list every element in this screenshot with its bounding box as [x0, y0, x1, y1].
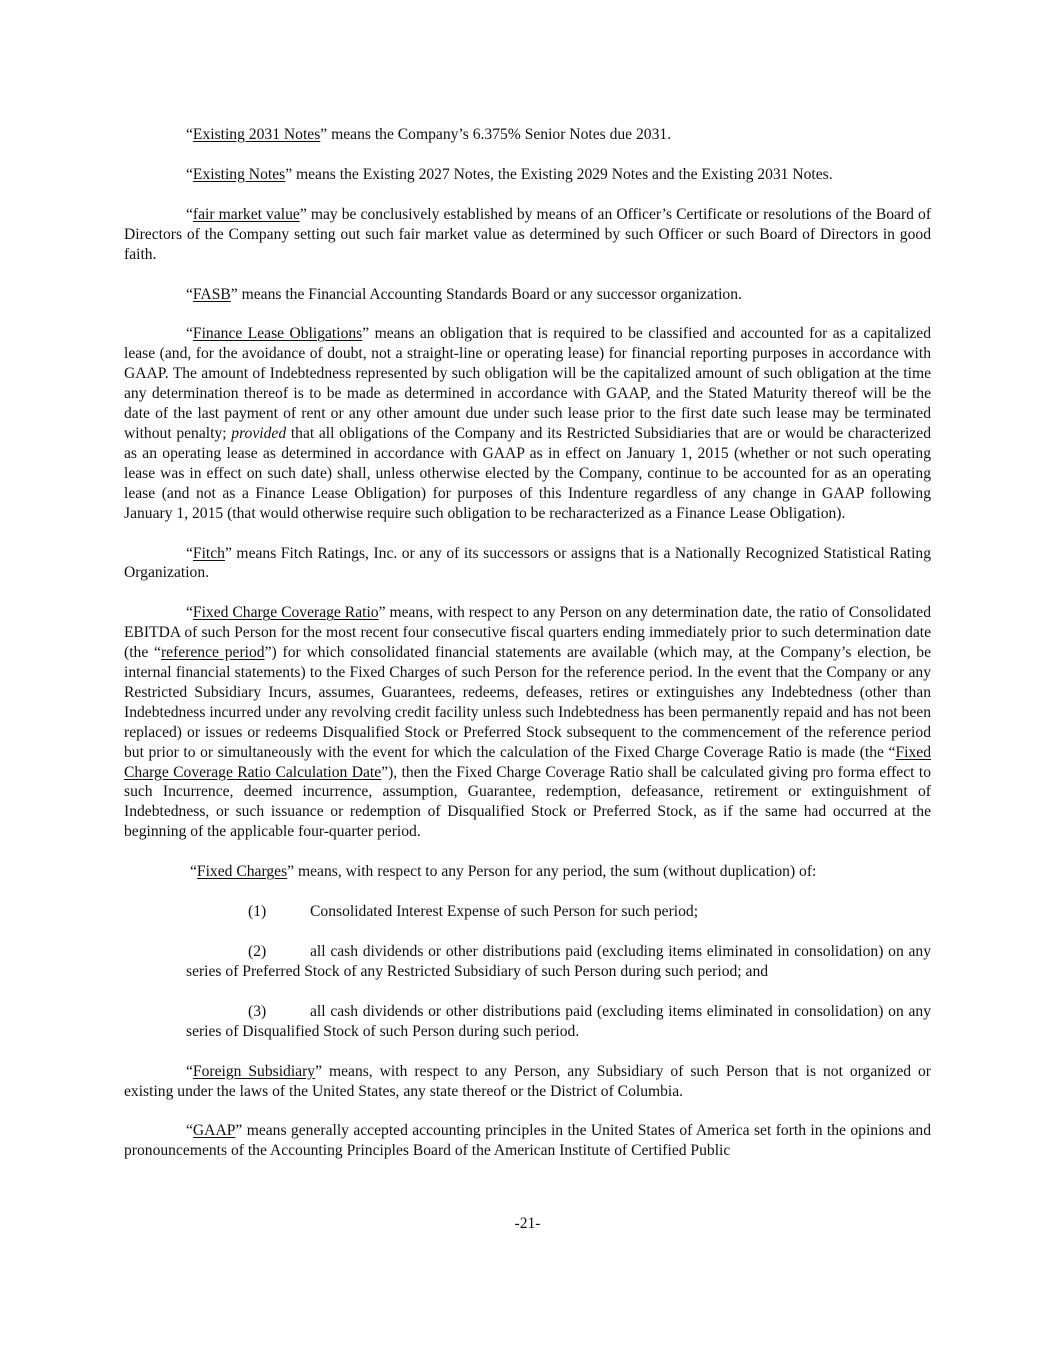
- defined-term: Existing Notes: [192, 165, 286, 183]
- list-item: [186, 902, 931, 922]
- list-item: [186, 942, 931, 982]
- definition-fixed-charges: “Fixed Charges” means, with respect to any Person for any period, the sum (without duplication) of:: [190, 863, 817, 881]
- defined-term: Foreign Subsidiary: [192, 1062, 316, 1080]
- defined-term: Fixed Charges: [196, 863, 288, 881]
- definition-text: means the Financial Accounting Standards Board or any successor organization.: [237, 285, 742, 303]
- definition-text: means, with respect to any Person, any Subsidiary of such Person that is not organized or existing under the laws of the United States, any state thereof or the District of Columbia.: [124, 1062, 931, 1100]
- defined-term-calculation-date: Fixed Charge Coverage Ratio Calculation Date: [124, 743, 931, 781]
- definition-text: means, with respect to any Person on any determination date, the ratio of Consolidated EBITDA of such Person for the most recent four consecutive fiscal quarters ending immediately prior to such determination date (the “: [124, 604, 931, 662]
- defined-term-reference-period: reference period: [160, 644, 265, 662]
- list-item-number: (2): [248, 943, 267, 960]
- definition-gaap: “GAAP” means generally accepted accounting principles in the United States of America set forth in the opinions and pronouncements of the Accounting Principles Board of the American Institute of Certified Public: [124, 1122, 931, 1160]
- definition-existing-2031-notes: “Existing 2031 Notes” means the Company’s 6.375% Senior Notes due 2031.: [186, 126, 672, 143]
- list-item: [186, 1002, 931, 1042]
- definition-text: means the Existing 2027 Notes, the Existing 2029 Notes and the Existing 2031 Notes.: [292, 165, 833, 183]
- definition-finance-lease-obligations: “Finance Lease Obligations” means an obligation that is required to be classified and accounted for as a capitalized lease (and, for the avoidance of doubt, not a straight-line or operating lease) for financial reporting purposes in accordance with GAAP. The amount of Indebtedness represented by such obligation will be the capitalized amount of such obligation at the time any determination thereof is to be made as determined in accordance with GAAP, and the Stated Maturity thereof will be the date of the last payment of rent or any other amount due under such lease prior to the first date such lease may be terminated without penalty; provided that all obligations of the Company and its Restricted Subsidiaries that are or would be characterized as an operating lease as determined in accordance with GAAP as in effect on January 1, 2015 (whether or not such operating lease was in effect on such date) shall, unless otherwise elected by the Company, continue to be accounted for as an operating lease (and not as a Finance Lease Obligation) for purposes of this Indenture regardless of any change in GAAP following January 1, 2015 (that would otherwise require such obligation to be recharacterized as a Finance Lease Obligation).: [124, 325, 931, 522]
- page-number: -21-: [514, 1215, 541, 1232]
- italic-proviso: provided: [231, 424, 287, 442]
- defined-term: FASB: [192, 285, 231, 303]
- definition-text: means Fitch Ratings, Inc. or any of its successors or assigns that is a Nationally Recognized Statistical Rating Organization.: [124, 544, 931, 582]
- definition-text-continued: that all obligations of the Company and its Restricted Subsidiaries that are or would be characterized as an operating lease as determined in accordance with GAAP as in effect on January 1, 2015 (whether or not such operating lease was in effect on such date) shall, unless otherwise elected by the Company, continue to be accounted for as an operating lease (and not as a Finance Lease Obligation) for purposes of this Indenture regardless of any change in GAAP following January 1, 2015 (that would otherwise require such obligation to be recharacterized as a Finance Lease Obligation).: [124, 424, 931, 522]
- definition-text: means the Company’s 6.375% Senior Notes due 2031.: [327, 126, 672, 143]
- definition-foreign-subsidiary: “Foreign Subsidiary” means, with respect to any Person, any Subsidiary of such Person that is not organized or existing under the laws of the United States, any state thereof or the District of Columbia.: [124, 1062, 931, 1100]
- definition-fitch: “Fitch” means Fitch Ratings, Inc. or any of its successors or assigns that is a Nationally Recognized Statistical Rating Organization.: [124, 544, 931, 582]
- list-item-number: (3): [248, 1002, 267, 1020]
- definition-text: may be conclusively established by means of an Officer’s Certificate or resolutions of the Board of Directors of the Company setting out such fair market value as determined by such Officer or such Board of Directors in good faith.: [124, 205, 932, 263]
- defined-term: Fixed Charge Coverage Ratio: [192, 604, 379, 622]
- definition-fasb: “FASB” means the Financial Accounting Standards Board or any successor organization.: [186, 285, 742, 303]
- definition-text: means an obligation that is required to be classified and accounted for as a capitalized lease (and, for the avoidance of doubt, not a straight-line or operating lease) for financial reporting purposes in accordance with GAAP. The amount of Indebtedness represented by such obligation will be the capitalized amount of such obligation at the time any determination thereof is to be made as determined in accordance with GAAP, and the Stated Maturity thereof will be the date of the last payment of rent or any other amount due under such lease prior to the first date such lease may be terminated without penalty;: [124, 325, 931, 442]
- definition-text: means, with respect to any Person for any period, the sum (without duplication) of:: [294, 863, 817, 881]
- list-item-text: Consolidated Interest Expense of such Person for such period;: [310, 903, 699, 921]
- defined-term: Finance Lease Obligations: [192, 325, 363, 343]
- document-page: [124, 125, 931, 1161]
- definition-text-continued: ”), then the Fixed Charge Coverage Ratio shall be calculated giving pro forma effect to such Incurrence, deemed incurrence, assumption, Guarantee, redemption, defeasance, retirement or extinguishment of Indebtedness, or such issuance or redemption of Disqualified Stock or Preferred Stock, as if the same had occurred at the beginning of the applicable four-quarter period.: [124, 763, 931, 841]
- definition-fair-market-value: “fair market value” may be conclusively established by means of an Officer’s Certificate or resolutions of the Board of Directors of the Company setting out such fair market value as determined by such Officer or such Board of Directors in good faith.: [124, 205, 932, 263]
- defined-term: Existing 2031 Notes: [192, 126, 321, 143]
- defined-term: GAAP: [192, 1122, 236, 1140]
- list-item-text: all cash dividends or other distributions paid (excluding items eliminated in consolidation) on any series of Disqualified Stock of such Person during such period.: [186, 1002, 931, 1040]
- definition-text-continued: ”) for which consolidated financial statements are available (which may, at the Company’s election, be internal financial statements) to the Fixed Charges of such Person for the reference period. In the event that the Company or any Restricted Subsidiary Incurs, assumes, Guarantees, redeems, defeases, retires or extinguishes any Indebtedness (other than Indebtedness incurred under any revolving credit facility unless such Indebtedness has been permanently repaid and has not been replaced) or issues or redeems Disqualified Stock or Preferred Stock subsequent to the commencement of the reference period but prior to or simultaneously with the event for which the calculation of the Fixed Charge Coverage Ratio is made (the “: [124, 644, 931, 761]
- list-item-text: all cash dividends or other distributions paid (excluding items eliminated in consolidation) on any series of Preferred Stock of any Restricted Subsidiary of such Person during such period; and: [186, 943, 931, 980]
- defined-term: Fitch: [192, 544, 225, 562]
- list-item-number: (1): [248, 903, 267, 921]
- definition-text: means generally accepted accounting principles in the United States of America set forth in the opinions and pronouncements of the Accounting Principles Board of the American Institute of Certified Public: [124, 1122, 931, 1160]
- definition-fixed-charge-coverage-ratio: “Fixed Charge Coverage Ratio” means, with respect to any Person on any determination date, the ratio of Consolidated EBITDA of such Person for the most recent four consecutive fiscal quarters ending immediately prior to such determination date (the “reference period”) for which consolidated financial statements are available (which may, at the Company’s election, be internal financial statements) to the Fixed Charges of such Person for the reference period. In the event that the Company or any Restricted Subsidiary Incurs, assumes, Guarantees, redeems, defeases, retires or extinguishes any Indebtedness (other than Indebtedness incurred under any revolving credit facility unless such Indebtedness has been permanently repaid and has not been replaced) or issues or redeems Disqualified Stock or Preferred Stock subsequent to the commencement of the reference period but prior to or simultaneously with the event for which the calculation of the Fixed Charge Coverage Ratio is made (the “Fixed Charge Coverage Ratio Calculation Date”), then the Fixed Charge Coverage Ratio shall be calculated giving pro forma effect to such Incurrence, deemed incurrence, assumption, Guarantee, redemption, defeasance, retirement or extinguishment of Indebtedness, or such issuance or redemption of Disqualified Stock or Preferred Stock, as if the same had occurred at the beginning of the applicable four-quarter period.: [124, 604, 931, 841]
- defined-term: fair market value: [192, 205, 300, 223]
- definition-existing-notes: “Existing Notes” means the Existing 2027 Notes, the Existing 2029 Notes and the Existing 2031 Notes.: [186, 165, 833, 183]
